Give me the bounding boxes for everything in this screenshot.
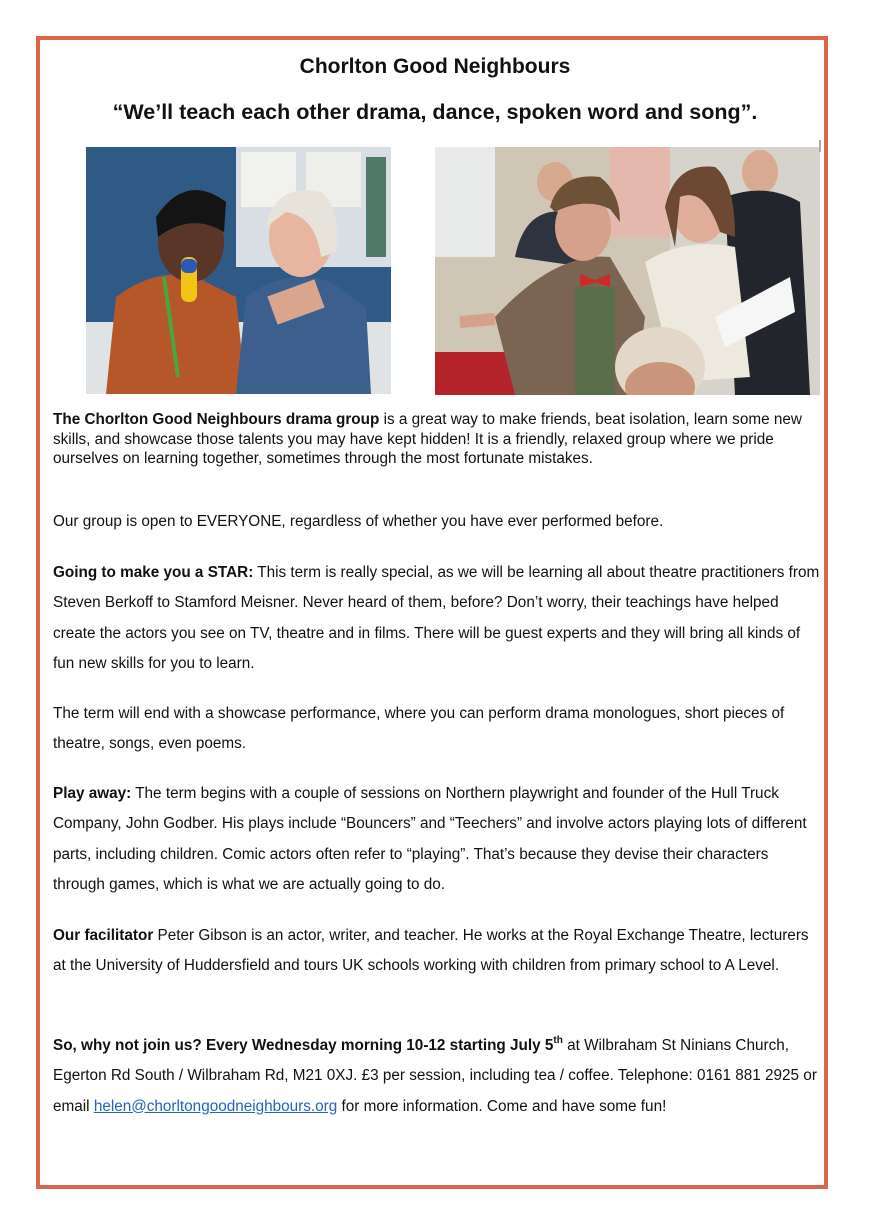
play-away-body: The term begins with a couple of sessions on Northern playwright and founder of the Hull Truck Company, John Godber. His plays include “Bouncers” and “Teechers” and involve actors playing lots of different parts, including children. Comic actors often refer to “playing”. That’s because they devise their characters through games, which is what we are actually going to do.	[53, 785, 807, 893]
join-paragraph	[53, 1031, 823, 1122]
intro-body: is a great way to make friends, beat isolation, learn some new skills, and showcase those talents you may have kept hidden! It is a friendly, relaxed group where we pride ourselves on learning together, sometimes through the most fortunate mistakes.	[53, 411, 802, 467]
showcase-paragraph: The term will end with a showcase performance, where you can perform drama monologues, short pieces of theatre, songs, even poems.	[53, 705, 785, 753]
join-body-end: for more information. Come and have some fun!	[337, 1097, 667, 1115]
facilitator-paragraph	[53, 921, 823, 982]
play-away-paragraph	[53, 779, 823, 900]
join-heading-text: So, why not join us? Every Wednesday morning 10-12 starting July 5	[53, 1037, 554, 1054]
join-body: at Wilbraham St Ninians Church, Egerton Rd South / Wilbraham Rd, M21 0XJ. £3 per session, including tea / coffee. Telephone: 0161 881 2925 or email	[53, 1037, 817, 1115]
open-to-all-paragraph: Our group is open to EVERYONE, regardless of whether you have ever performed before.	[53, 513, 664, 530]
join-heading	[53, 1037, 563, 1054]
tagline: “We’ll teach each other drama, dance, spoken word and song”.	[112, 100, 758, 124]
star-body: This term is really special, as we will be learning all about theatre practitioners from Steven Berkoff to Stamford Meisner. Never heard of them, before? Don’t worry, their teachings have helped create the actors you see on TV, theatre and in films. There will be guest experts and they will bring all kinds of fun new skills for you to learn.	[53, 564, 820, 672]
star-paragraph	[53, 558, 823, 679]
ordinal-suffix: th	[553, 1035, 563, 1046]
photo-two-women-singing	[86, 147, 391, 394]
photo-border-tick	[819, 140, 821, 152]
page-title: Chorlton Good Neighbours	[299, 55, 571, 78]
intro-paragraph	[53, 410, 823, 469]
play-away-heading: Play away:	[53, 785, 132, 802]
intro-lead: The Chorlton Good Neighbours drama group	[53, 411, 380, 428]
email-link[interactable]: helen@chorltongoodneighbours.org	[93, 1097, 338, 1115]
facilitator-heading: Our facilitator	[53, 927, 154, 944]
photo-drama-rehearsal	[435, 147, 820, 395]
facilitator-body: Peter Gibson is an actor, writer, and teacher. He works at the Royal Exchange Theatre, lecturers at the University of Huddersfield and tours UK schools working with children from primary school to A Level.	[53, 927, 809, 975]
star-heading: Going to make you a STAR:	[53, 564, 254, 581]
